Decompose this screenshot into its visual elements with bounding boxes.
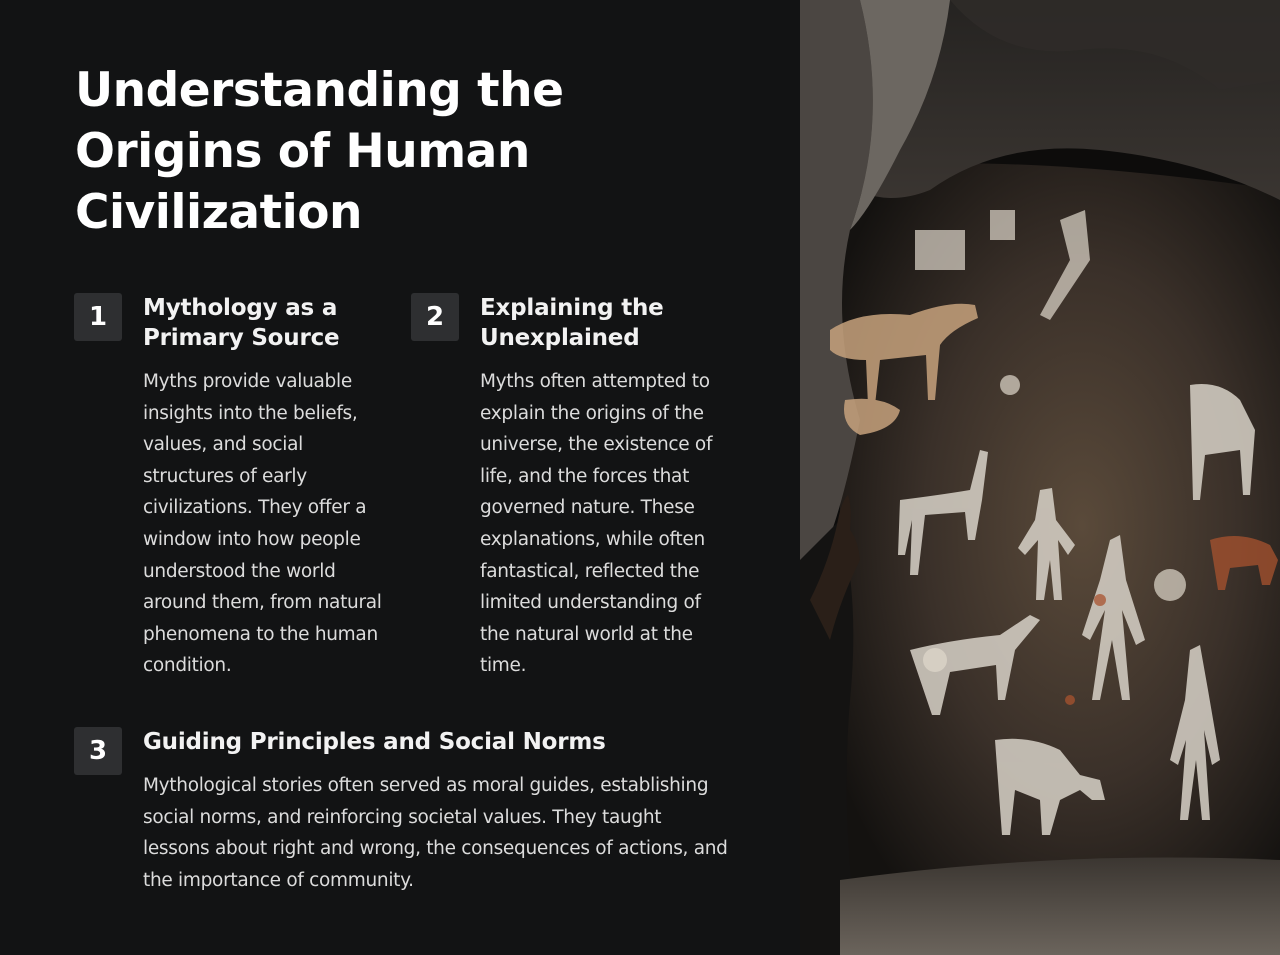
section-explaining-unexplained (411, 293, 741, 693)
section-title: Mythology as a Primary Source (143, 295, 340, 351)
section-title: Guiding Principles and Social Norms (143, 729, 606, 755)
cave-painting-image (800, 0, 1280, 955)
section-mythology-primary-source (74, 293, 394, 693)
section-guiding-principles (74, 727, 734, 907)
page-title: Understanding the Origins of Human Civilization (75, 63, 564, 240)
section-number-badge: 1 (74, 293, 122, 341)
section-body: Myths often attempted to explain the origins of the universe, the existence of life, and the forces that governed nature. These explanations, while often fantastical, reflected the limited understanding of the natural world at the time. (480, 371, 713, 677)
section-number-badge: 2 (411, 293, 459, 341)
cave-painting-illustration (800, 0, 1280, 955)
section-title: Explaining the Unexplained (480, 295, 664, 351)
section-number-badge: 3 (74, 727, 122, 775)
section-body: Myths provide valuable insights into the beliefs, values, and social structures of early civilizations. They offer a window into how people understood the world around them, from natural phenomena to the human condition. (143, 371, 382, 677)
section-body: Mythological stories often served as moral guides, establishing social norms, and reinforcing societal values. They taught lessons about right and wrong, the consequences of actions, and the importance of community. (143, 775, 728, 891)
